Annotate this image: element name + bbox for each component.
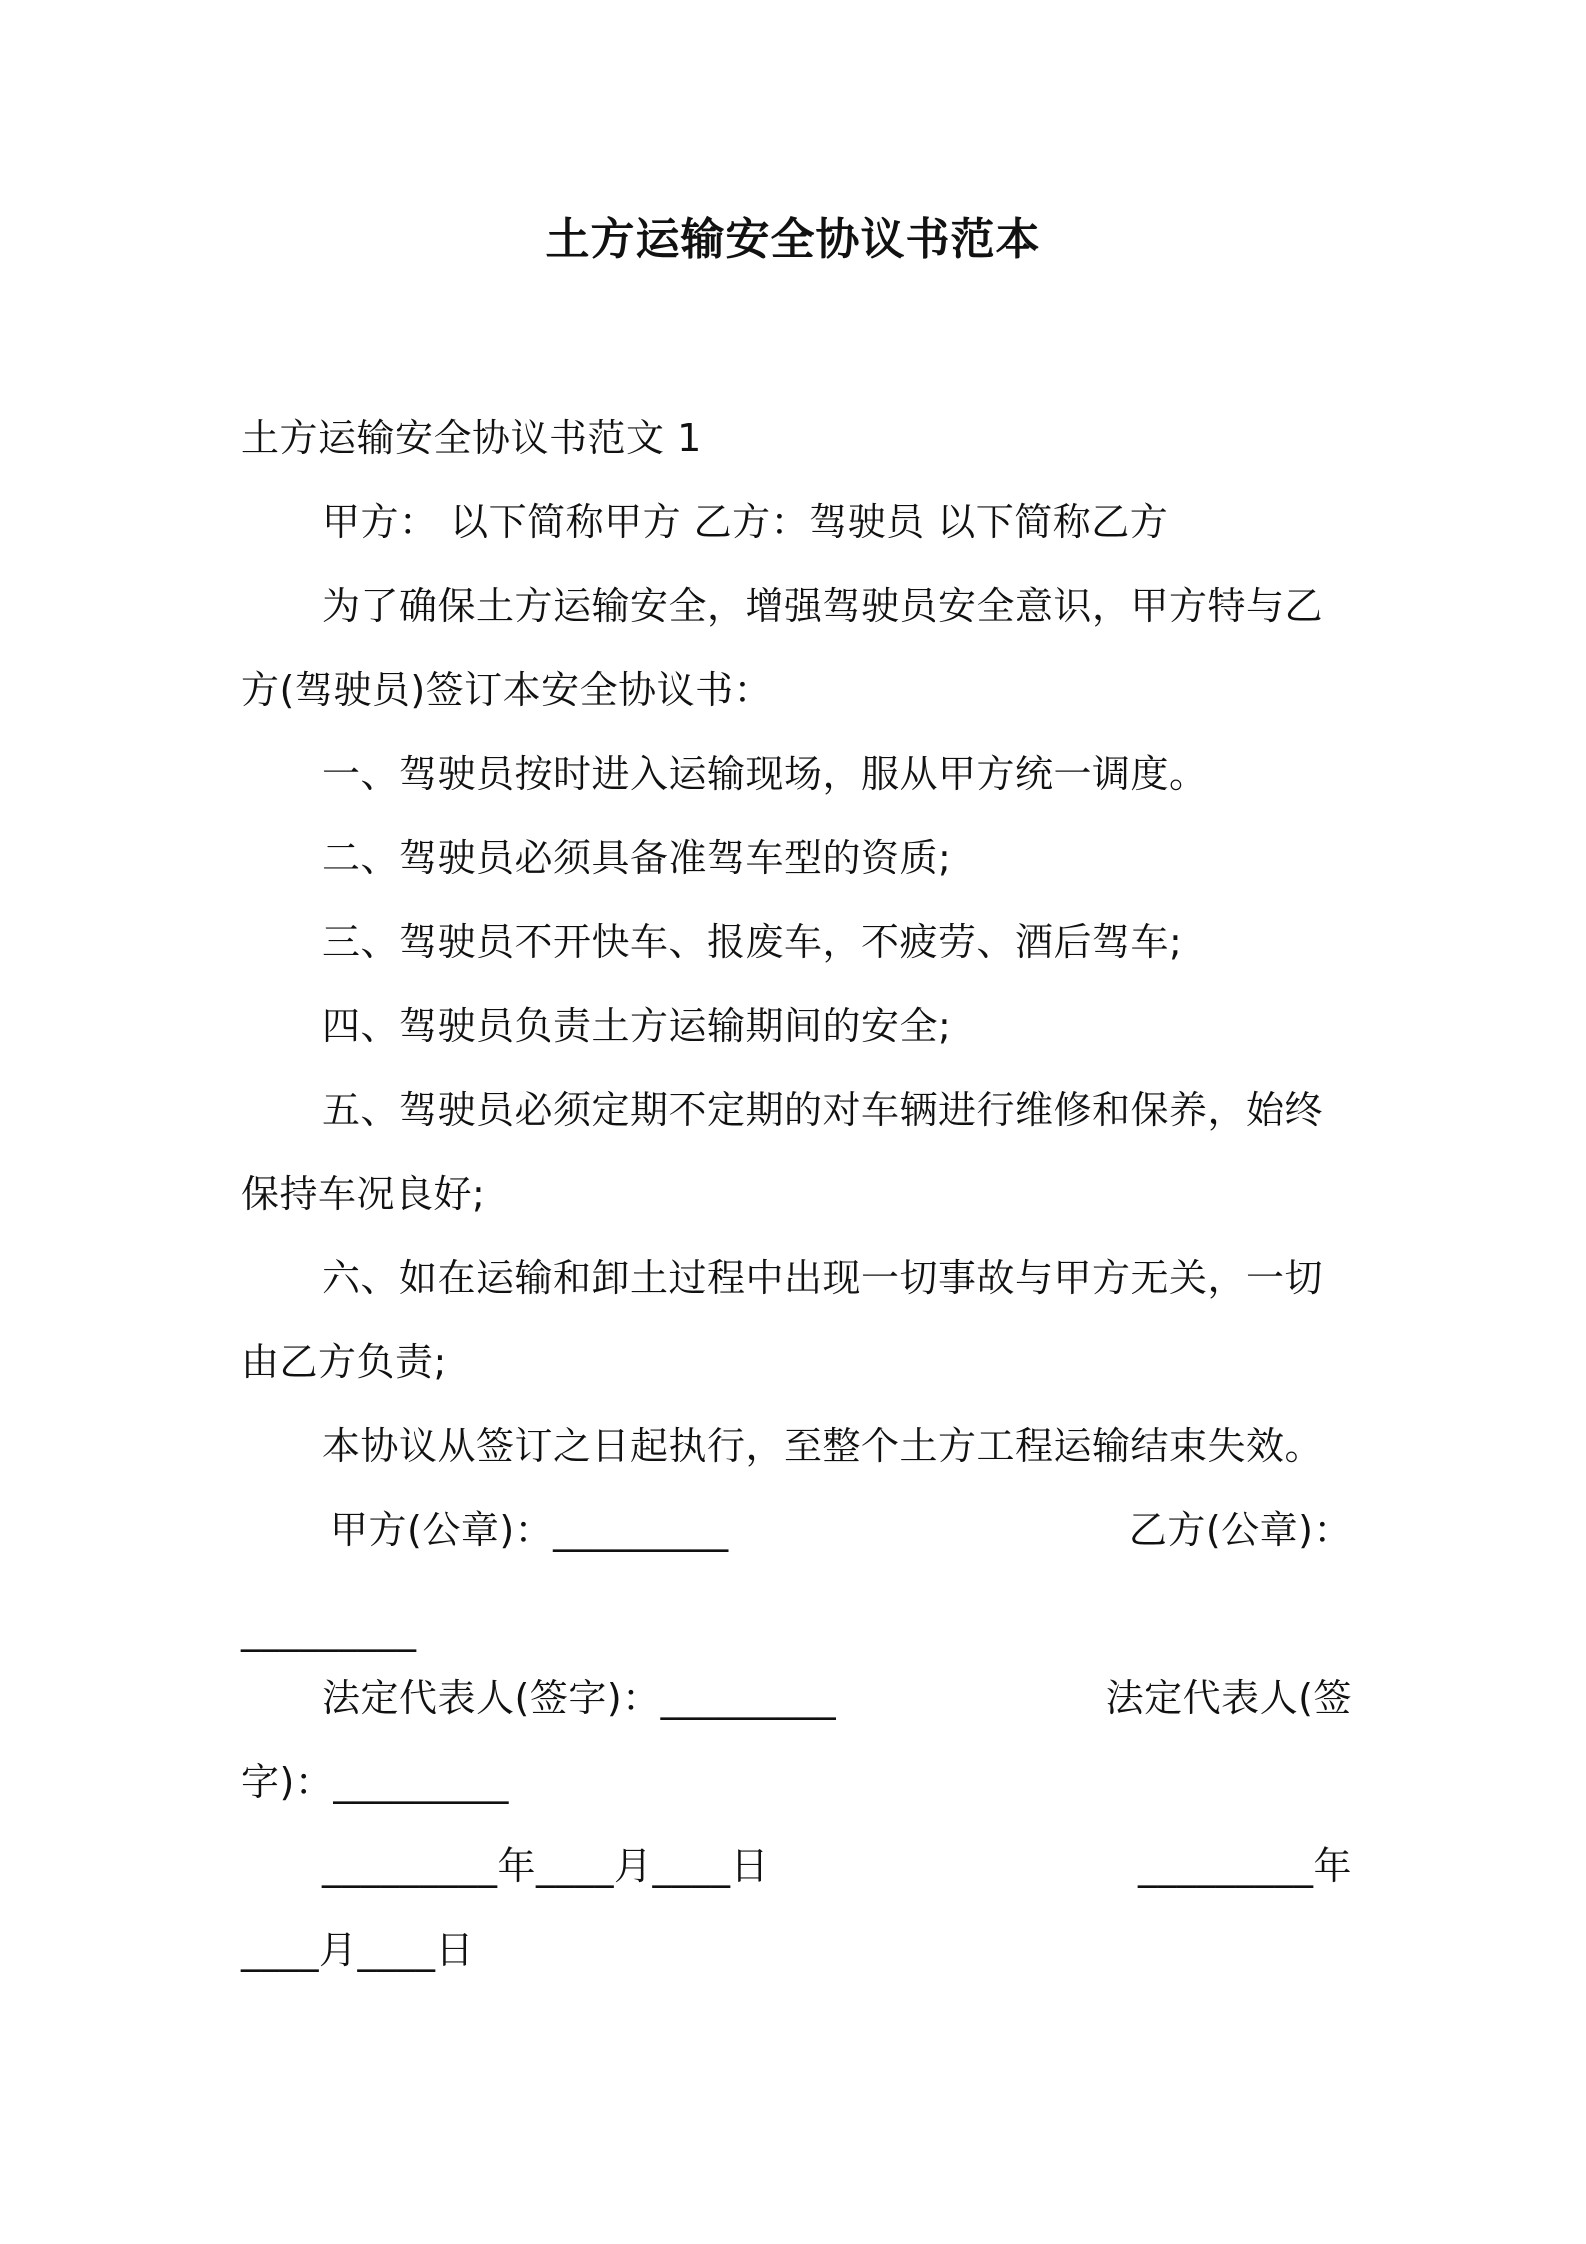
validity-clause: 本协议从签订之日起执行，至整个土方工程运输结束失效。: [322, 1424, 1324, 1468]
clause-6-line-2: 由乙方负责;: [241, 1340, 447, 1384]
party-b-seal: 乙方(公章)：: [1128, 1508, 1352, 1552]
party-b-date-part-2: ____月____日: [241, 1928, 475, 1972]
clause-3: 三、驾驶员不开快车、报废车，不疲劳、酒后驾车;: [322, 920, 1183, 964]
clause-2: 二、驾驶员必须具备准驾车型的资质;: [322, 836, 952, 880]
parties-line: 甲方： 以下简称甲方 乙方：驾驶员 以下简称乙方: [322, 500, 1169, 544]
party-a-seal: 甲方(公章)：_________: [330, 1508, 729, 1552]
clause-1: 一、驾驶员按时进入运输现场，服从甲方统一调度。: [322, 752, 1208, 796]
document-title: 土方运输安全协议书范本: [545, 214, 1041, 265]
clause-5-line-1: 五、驾驶员必须定期不定期的对车辆进行维修和保养，始终: [322, 1088, 1324, 1132]
intro-line-2: 方(驾驶员)签订本安全协议书：: [241, 668, 773, 712]
clause-6-line-1: 六、如在运输和卸土过程中出现一切事故与甲方无关，一切: [322, 1256, 1324, 1300]
party-b-legal-rep-part-1: 法定代表人(签: [1105, 1676, 1352, 1720]
clause-5-line-2: 保持车况良好;: [241, 1172, 486, 1216]
document-subtitle: 土方运输安全协议书范文 1: [241, 416, 702, 460]
party-b-seal-blank: _________: [241, 1608, 417, 1652]
clause-4: 四、驾驶员负责土方运输期间的安全;: [322, 1004, 952, 1048]
party-b-date-part-1: _________年: [1137, 1844, 1352, 1888]
party-b-legal-rep-part-2: 字)：_________: [241, 1760, 509, 1804]
party-a-date: _________年____月____日: [322, 1844, 770, 1888]
party-a-legal-rep: 法定代表人(签字)：_________: [322, 1676, 837, 1720]
intro-line-1: 为了确保土方运输安全，增强驾驶员安全意识，甲方特与乙: [322, 584, 1324, 628]
